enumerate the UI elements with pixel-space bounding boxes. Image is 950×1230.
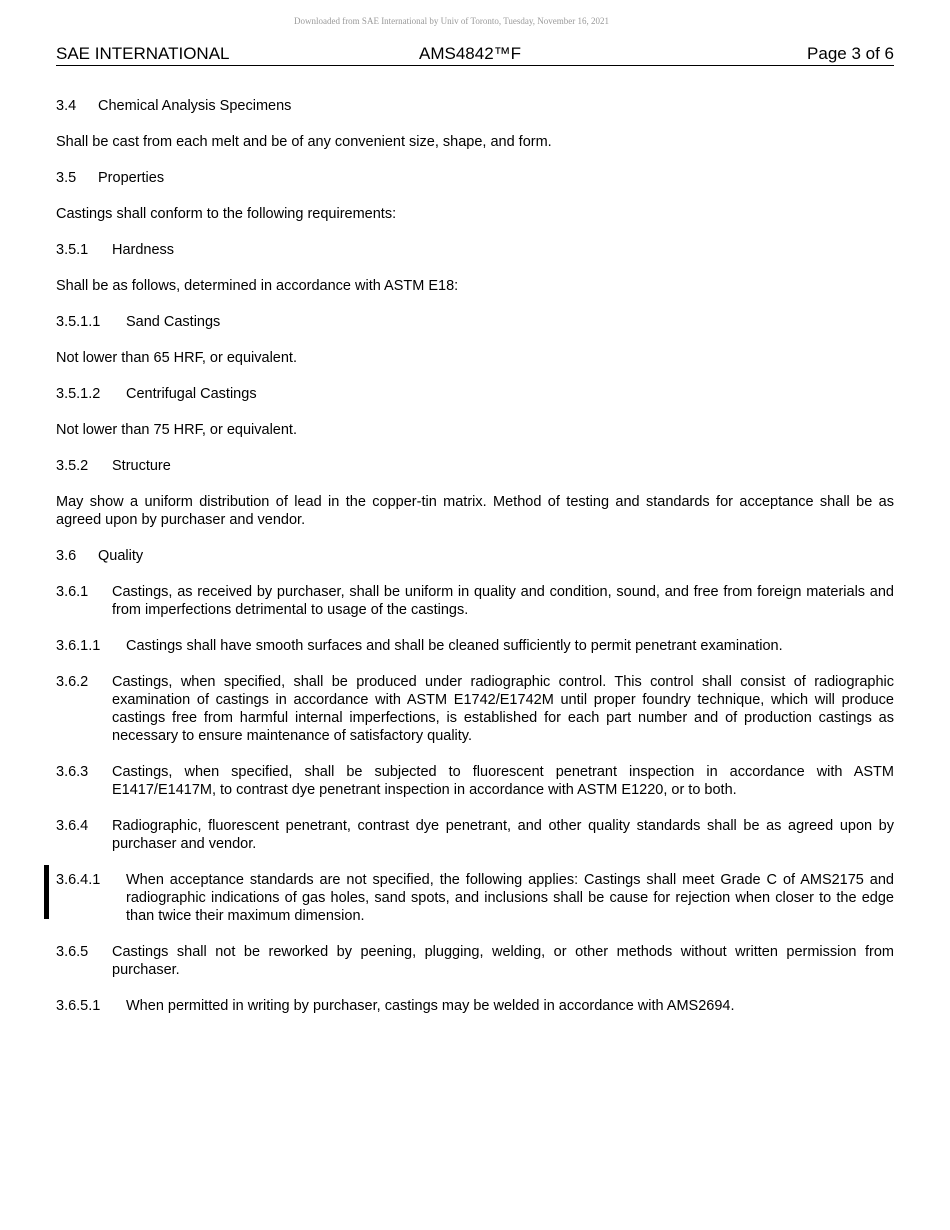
section-number: 3.4 <box>56 98 77 114</box>
numbered-clause <box>56 673 894 745</box>
numbered-clause <box>56 817 894 853</box>
paragraph: May show a uniform distribution of lead in the copper-tin matrix. Method of testing and standards for acceptance shall be as agreed upon by purchaser and vendor. <box>56 494 894 528</box>
numbered-clause <box>56 997 894 1015</box>
section-title: Chemical Analysis Specimens <box>98 98 292 114</box>
section-title: Sand Castings <box>126 314 221 330</box>
clause-text: Castings shall have smooth surfaces and shall be cleaned sufficiently to permit penetrant examination. <box>126 638 783 654</box>
section-number: 3.5.1.2 <box>56 386 101 402</box>
clause-number: 3.6.2 <box>56 674 89 690</box>
page-header <box>56 44 894 66</box>
numbered-clause <box>56 763 894 799</box>
numbered-clause <box>56 583 894 619</box>
document-body <box>56 97 894 1033</box>
clause-number: 3.6.4 <box>56 818 89 834</box>
clause-text: When permitted in writing by purchaser, castings may be welded in accordance with AMS2694. <box>126 998 735 1014</box>
clause-number: 3.6.3 <box>56 764 89 780</box>
paragraph: Not lower than 75 HRF, or equivalent. <box>56 422 297 438</box>
section-heading <box>56 241 894 259</box>
section-title: Centrifugal Castings <box>126 386 257 402</box>
section-heading <box>56 457 894 475</box>
header-organization: SAE INTERNATIONAL <box>56 44 230 63</box>
revision-change-bar <box>44 865 49 919</box>
paragraph: Castings shall conform to the following requirements: <box>56 206 397 222</box>
section-number: 3.5.1 <box>56 242 89 258</box>
section-title: Quality <box>98 548 144 564</box>
paragraph: Not lower than 65 HRF, or equivalent. <box>56 350 297 366</box>
paragraph: Shall be as follows, determined in accordance with ASTM E18: <box>56 278 459 294</box>
clause-number: 3.6.4.1 <box>56 872 101 888</box>
section-title: Hardness <box>112 242 175 258</box>
section-title: Properties <box>98 170 165 186</box>
header-page-number: Page 3 of 6 <box>807 44 894 63</box>
header-document-number: AMS4842™F <box>419 44 522 63</box>
clause-text: Castings, as received by purchaser, shall be uniform in quality and condition, sound, and free from foreign materials and from imperfections detrimental to usage of the castings. <box>112 584 894 618</box>
clause-number: 3.6.1.1 <box>56 638 101 654</box>
section-heading <box>56 169 894 187</box>
section-number: 3.5.1.1 <box>56 314 101 330</box>
clause-text: Castings, when specified, shall be produced under radiographic control. This control shall consist of radiographic examination of castings in accordance with ASTM E1742/E1742M until proper foundry technique, which will produce castings free from harmful internal imperfections, is established for each part number and of production castings as necessary to ensure maintenance of satisfactory quality. <box>112 674 894 744</box>
section-title: Structure <box>112 458 171 474</box>
clause-number: 3.6.1 <box>56 584 89 600</box>
section-heading <box>56 547 894 565</box>
clause-text: Castings shall not be reworked by peening, plugging, welding, or other methods without written permission from purchaser. <box>112 944 894 978</box>
section-number: 3.6 <box>56 548 77 564</box>
section-heading <box>56 313 894 331</box>
section-heading <box>56 97 894 115</box>
clause-text: Castings, when specified, shall be subjected to fluorescent penetrant inspection in accordance with ASTM E1417/E1417M, to contrast dye penetrant inspection in accordance with ASTM E1220, or to both. <box>112 764 894 798</box>
clause-number: 3.6.5.1 <box>56 998 101 1014</box>
numbered-clause <box>56 637 894 655</box>
section-number: 3.5 <box>56 170 77 186</box>
section-heading <box>56 385 894 403</box>
section-number: 3.5.2 <box>56 458 89 474</box>
clause-text: When acceptance standards are not specified, the following applies: Castings shall meet Grade C of AMS2175 and radiographic indications of gas holes, sand spots, and inclusions shall be cause for rejection when closer to the edge than twice their maximum dimension. <box>126 872 894 924</box>
paragraph: Shall be cast from each melt and be of any convenient size, shape, and form. <box>56 134 552 150</box>
download-watermark: Downloaded from SAE International by Univ of Toronto, Tuesday, November 16, 2021 <box>293 16 610 26</box>
numbered-clause-revised <box>56 871 894 925</box>
clause-number: 3.6.5 <box>56 944 89 960</box>
clause-text: Radiographic, fluorescent penetrant, contrast dye penetrant, and other quality standards shall be as agreed upon by purchaser and vendor. <box>112 818 894 852</box>
numbered-clause <box>56 943 894 979</box>
